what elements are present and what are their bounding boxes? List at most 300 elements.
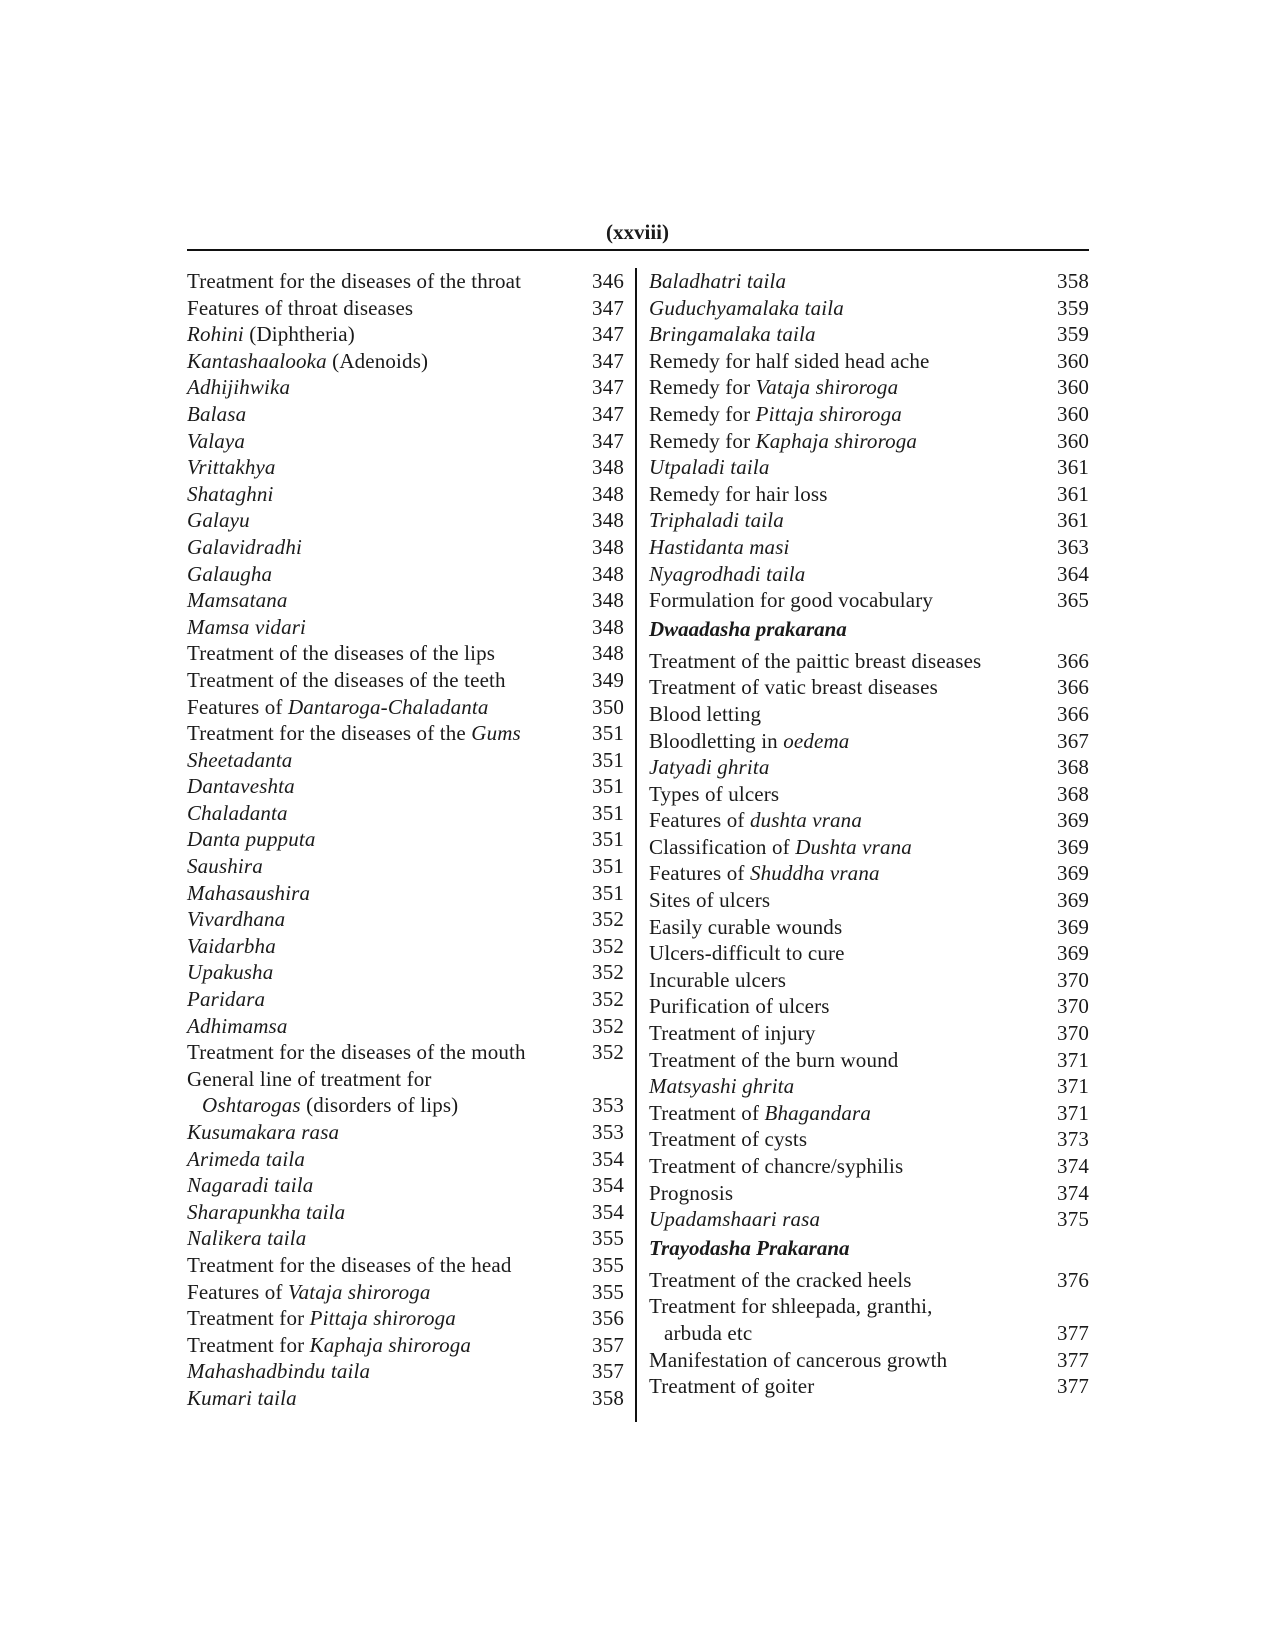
toc-entry	[187, 587, 624, 614]
entry-title	[187, 1146, 305, 1173]
entry-title	[187, 1252, 512, 1279]
entry-title	[649, 1373, 814, 1400]
entry-title	[649, 887, 770, 914]
toc-entry	[649, 860, 1089, 887]
entry-page-number: 360	[1057, 428, 1089, 453]
entry-page-number: 351	[592, 721, 624, 746]
toc-entry	[187, 348, 624, 375]
entry-title-text: Treatment for	[187, 1332, 310, 1357]
entry-title	[187, 321, 355, 348]
entry-title	[649, 587, 933, 614]
entry-title-text: Remedy for	[649, 375, 756, 400]
entry-page-number: 375	[1057, 1207, 1089, 1232]
entry-title-italic: Bhagandara	[764, 1100, 871, 1125]
entry-title	[187, 454, 276, 481]
entry-title-italic: Mahashadbindu taila	[187, 1359, 371, 1384]
entry-title-italic: Guduchyamalaka taila	[649, 295, 844, 320]
entry-title-italic: Jatyadi ghrita	[649, 755, 770, 780]
entry-page-number: 355	[592, 1252, 624, 1277]
toc-entry	[187, 1039, 624, 1066]
toc-entry	[187, 773, 624, 800]
entry-title	[649, 295, 844, 322]
entry-title	[649, 268, 786, 295]
entry-title-italic: Mamsa vidari	[187, 614, 307, 639]
toc-entry	[187, 1119, 624, 1146]
entry-page-number: 358	[592, 1385, 624, 1410]
toc-entry	[649, 807, 1089, 834]
entry-title	[187, 1279, 431, 1306]
entry-title-text: Treatment of cysts	[649, 1127, 808, 1152]
toc-entry	[187, 933, 624, 960]
page-number: (xxviii)	[606, 220, 669, 244]
entry-title-text: Treatment of chancre/syphilis	[649, 1154, 904, 1178]
entry-title	[187, 1358, 370, 1385]
entry-title	[187, 401, 246, 428]
entry-title-text: Treatment for the diseases of the throat	[187, 269, 522, 293]
entry-title	[649, 1267, 912, 1294]
entry-title-text: Prognosis	[649, 1180, 734, 1205]
entry-title-text: Classification of	[649, 834, 796, 859]
toc-entry	[649, 1100, 1089, 1127]
entry-title	[187, 1385, 297, 1412]
entry-page-number: 348	[592, 508, 624, 533]
toc-entry	[649, 1153, 1089, 1180]
toc-entry	[649, 967, 1089, 994]
entry-page-number: 359	[1057, 322, 1089, 347]
entry-title-italic: Baladhatri taila	[649, 269, 787, 293]
entry-title-text: Remedy for half sided head ache	[649, 348, 930, 373]
entry-title	[649, 454, 770, 481]
toc-entry	[649, 1020, 1089, 1047]
toc-right-column	[649, 268, 1089, 1400]
entry-title	[649, 374, 898, 401]
entry-title-text: Remedy for	[649, 428, 756, 453]
toc-entry	[649, 1347, 1089, 1374]
entry-title	[187, 348, 428, 375]
entry-title-italic: Upadamshaari rasa	[649, 1207, 821, 1232]
entry-title-text: (Adenoids)	[326, 348, 429, 373]
entry-title-italic: Galaugha	[187, 561, 273, 586]
entry-title-italic: Gums	[471, 721, 521, 746]
toc-entry	[187, 454, 624, 481]
toc-entry	[187, 295, 624, 322]
entry-page-number: 358	[1057, 269, 1089, 293]
column-divider	[635, 268, 637, 1422]
entry-title-text: Ulcers-difficult to cure	[649, 941, 845, 966]
entry-title	[187, 640, 495, 667]
entry-page-number: 354	[592, 1146, 624, 1171]
toc-entry	[649, 481, 1089, 508]
entry-title-italic: Galayu	[187, 508, 250, 533]
entry-title-text: Sites of ulcers	[649, 888, 771, 913]
entry-title	[187, 933, 276, 960]
entry-title	[187, 1305, 456, 1332]
entry-title-italic: dushta vrana	[749, 808, 862, 833]
toc-entry	[187, 1332, 624, 1359]
entry-title-italic: Saushira	[187, 854, 263, 879]
entry-title-italic: Shuddha vrana	[749, 861, 880, 886]
entry-title-italic: Vataja shiroroga	[755, 375, 899, 400]
entry-page-number: 348	[592, 588, 624, 613]
entry-title-text: Treatment for the diseases of the	[187, 721, 472, 746]
entry-title-text: Treatment of the diseases of the lips	[187, 641, 496, 666]
toc-entry	[649, 1293, 1089, 1346]
entry-title-italic: Pittaja shiroroga	[309, 1306, 456, 1331]
entry-title-text: Types of ulcers	[649, 781, 780, 806]
entry-title	[649, 428, 917, 455]
entry-page-number: 369	[1057, 914, 1089, 939]
entry-page-number: 361	[1057, 481, 1089, 506]
entry-title-italic: Mamsatana	[187, 588, 288, 613]
entry-page-number: 348	[592, 534, 624, 559]
toc-entry	[187, 321, 624, 348]
entry-title-text: Remedy for hair loss	[649, 481, 828, 506]
entry-title	[649, 348, 929, 375]
entry-page-number: 377	[1057, 1347, 1089, 1372]
toc-entry	[649, 561, 1089, 588]
toc-entry	[187, 959, 624, 986]
toc-entry	[187, 694, 624, 721]
toc-entry	[649, 534, 1089, 561]
entry-page-number: 369	[1057, 861, 1089, 886]
entry-title-text: Manifestation of cancerous growth	[649, 1347, 948, 1372]
entry-page-number: 355	[592, 1226, 624, 1251]
entry-page-number: 359	[1057, 295, 1089, 320]
entry-title-text: Treatment of vatic breast diseases	[649, 675, 938, 700]
entry-page-number: 366	[1057, 648, 1089, 673]
entry-page-number: 352	[592, 907, 624, 932]
entry-page-number: 351	[592, 774, 624, 799]
entry-title-text: Purification of ulcers	[649, 994, 830, 1019]
toc-entry	[649, 348, 1089, 375]
entry-title	[187, 587, 288, 614]
toc-entry	[649, 1267, 1089, 1294]
toc-entry	[649, 428, 1089, 455]
entry-title	[649, 674, 938, 701]
entry-page-number: 373	[1057, 1127, 1089, 1152]
toc-entry	[187, 534, 624, 561]
entry-title	[649, 1020, 816, 1047]
toc-entry	[187, 1013, 624, 1040]
entry-title-text: Treatment of the cracked heels	[649, 1267, 912, 1292]
entry-title-text: Remedy for	[649, 401, 756, 426]
toc-entry	[187, 1172, 624, 1199]
entry-title	[187, 694, 489, 721]
entry-title	[187, 1013, 288, 1040]
toc-entry	[649, 887, 1089, 914]
entry-title-italic: Paridara	[187, 987, 266, 1012]
entry-title-italic: Mahasaushira	[187, 880, 311, 905]
toc-entry	[649, 1047, 1089, 1074]
entry-page-number: 356	[592, 1306, 624, 1331]
entry-title-text: arbuda etc	[664, 1320, 753, 1345]
entry-page-number: 347	[592, 322, 624, 347]
entry-title-italic: Valaya	[187, 428, 246, 453]
entry-title	[649, 1126, 807, 1153]
entry-title-italic: Chaladanta	[187, 800, 288, 825]
entry-title-italic: Kusumakara rasa	[187, 1120, 340, 1144]
entry-title	[649, 1047, 898, 1074]
entry-page-number: 368	[1057, 781, 1089, 806]
entry-title	[649, 321, 816, 348]
entry-page-number: 376	[1057, 1267, 1089, 1292]
entry-title-italic: Danta pupputa	[187, 827, 316, 852]
section-heading: Trayodasha Prakarana	[649, 1235, 850, 1260]
entry-page-number: 347	[592, 375, 624, 400]
entry-page-number: 369	[1057, 808, 1089, 833]
entry-page-number: 351	[592, 854, 624, 879]
entry-title-italic: Matsyashi ghrita	[649, 1074, 795, 1099]
entry-title-text: Treatment for the diseases of the head	[187, 1252, 512, 1277]
entry-title	[649, 401, 902, 428]
entry-title	[187, 295, 413, 322]
toc-entry	[649, 754, 1089, 781]
entry-title	[649, 507, 784, 534]
entry-page-number: 352	[592, 960, 624, 985]
toc-entry	[649, 1373, 1089, 1400]
entry-page-number: 365	[1057, 588, 1089, 613]
entry-title-text: Features of	[187, 694, 288, 719]
entry-page-number: 347	[592, 428, 624, 453]
entry-title	[649, 807, 862, 834]
entry-title-italic: Adhimamsa	[187, 1013, 288, 1038]
entry-title	[187, 534, 302, 561]
entry-title	[649, 1073, 794, 1100]
entry-title	[187, 481, 274, 508]
entry-page-number: 366	[1057, 675, 1089, 700]
entry-title-line	[649, 1293, 933, 1320]
toc-entry	[649, 1126, 1089, 1153]
toc-entry	[649, 701, 1089, 728]
entry-title-italic: Dantaroga-Chaladanta	[287, 694, 489, 719]
entry-title-italic: Galavidradhi	[187, 534, 302, 559]
entry-title-text: Easily curable wounds	[649, 914, 843, 939]
toc-entry	[187, 481, 624, 508]
entry-title-italic: Adhijihwika	[187, 375, 291, 400]
entry-title	[649, 728, 849, 755]
entry-title	[187, 773, 295, 800]
entry-page-number: 352	[592, 987, 624, 1012]
entry-title	[649, 1206, 820, 1233]
entry-title	[649, 914, 842, 941]
toc-entry	[649, 1206, 1089, 1233]
entry-page-number: 350	[592, 694, 624, 719]
entry-title-italic: Kantashaalooka	[187, 348, 327, 373]
toc-entry	[187, 640, 624, 667]
entry-title	[187, 1119, 339, 1146]
entry-page-number: 348	[592, 561, 624, 586]
toc-entry	[187, 401, 624, 428]
entry-title-italic: Kaphaja shiroroga	[755, 428, 918, 453]
toc-entry	[187, 268, 624, 295]
entry-title	[187, 906, 285, 933]
entry-title-continuation	[187, 1092, 458, 1119]
toc-entry	[649, 648, 1089, 675]
toc-entry	[187, 428, 624, 455]
entry-page-number: 374	[1057, 1180, 1089, 1205]
entry-title	[187, 268, 521, 295]
toc-entry	[187, 986, 624, 1013]
entry-title-line	[187, 1066, 458, 1093]
entry-title-text: Treatment of the burn wound	[649, 1047, 899, 1072]
entry-page-number: 368	[1057, 755, 1089, 780]
entry-title-italic: Hastidanta masi	[649, 534, 790, 559]
entry-page-number: 369	[1057, 834, 1089, 859]
toc-entry	[649, 781, 1089, 808]
entry-title-italic: Kumari taila	[187, 1385, 297, 1410]
entry-title	[187, 1199, 345, 1226]
entry-page-number: 351	[592, 747, 624, 772]
entry-page-number: 363	[1057, 534, 1089, 559]
entry-title-italic: Dushta vrana	[795, 834, 912, 859]
entry-title-italic: Vrittakhya	[187, 455, 276, 480]
entry-page-number: 347	[592, 401, 624, 426]
entry-page-number: 364	[1057, 561, 1089, 586]
toc-entry	[187, 720, 624, 747]
entry-title	[187, 1225, 306, 1252]
toc-entry	[187, 1358, 624, 1385]
entry-page-number: 377	[1057, 1374, 1089, 1399]
toc-entry	[187, 853, 624, 880]
toc-entry	[649, 1073, 1089, 1100]
toc-entry	[649, 1180, 1089, 1207]
entry-title	[187, 561, 272, 588]
entry-page-number: 348	[592, 481, 624, 506]
entry-title-italic: Upakusha	[187, 960, 274, 985]
entry-page-number: 355	[592, 1279, 624, 1304]
entry-title	[649, 534, 790, 561]
entry-title-italic: oedema	[783, 728, 850, 753]
entry-title	[649, 561, 805, 588]
entry-title-italic: Dantaveshta	[187, 774, 295, 799]
entry-title-text: Treatment of the paittic breast diseases	[649, 648, 982, 673]
entry-page-number: 377	[1057, 1320, 1089, 1345]
entry-title-continuation	[649, 1320, 933, 1347]
entry-title-italic: Balasa	[187, 401, 247, 426]
entry-title	[649, 1180, 733, 1207]
section-heading: Dwaadasha prakarana	[649, 616, 847, 641]
toc-entry	[649, 374, 1089, 401]
entry-page-number: 351	[592, 800, 624, 825]
entry-title-italic: Bringamalaka taila	[649, 322, 816, 347]
entry-title	[649, 967, 786, 994]
entry-title	[649, 1153, 903, 1180]
entry-page-number: 351	[592, 880, 624, 905]
entry-page-number: 371	[1057, 1047, 1089, 1072]
toc-entry	[649, 321, 1089, 348]
entry-page-number: 354	[592, 1173, 624, 1198]
entry-title-text: (Diphtheria)	[243, 322, 355, 347]
entry-title	[649, 1347, 947, 1374]
entry-page-number: 361	[1057, 455, 1089, 480]
entry-page-number: 370	[1057, 994, 1089, 1019]
entry-title-italic: Nyagrodhadi taila	[649, 561, 806, 586]
toc-entry	[187, 374, 624, 401]
entry-title-italic: Utpaladi taila	[649, 455, 770, 480]
entry-page-number: 353	[592, 1093, 624, 1118]
entry-title	[187, 1172, 313, 1199]
toc-entry	[649, 295, 1089, 322]
toc-entry	[187, 906, 624, 933]
entry-title-text: Treatment of goiter	[649, 1374, 815, 1399]
entry-page-number: 348	[592, 455, 624, 480]
toc-entry	[649, 268, 1089, 295]
entry-title	[649, 781, 779, 808]
entry-title-italic: Rohini	[187, 322, 244, 347]
toc-entry	[187, 800, 624, 827]
toc-entry	[187, 1199, 624, 1226]
entry-title-italic: Nagaradi taila	[187, 1173, 314, 1198]
entry-title-text: Features of	[187, 1279, 288, 1304]
toc-entry	[187, 1385, 624, 1412]
entry-title	[649, 993, 830, 1020]
entry-page-number: 357	[592, 1332, 624, 1357]
toc-entry	[649, 914, 1089, 941]
entry-title	[187, 667, 506, 694]
toc-entry	[649, 587, 1089, 614]
entry-title	[649, 481, 828, 508]
entry-page-number: 360	[1057, 348, 1089, 373]
entry-title	[187, 959, 273, 986]
entry-title	[187, 1066, 458, 1119]
toc-entry	[187, 826, 624, 853]
entry-page-number: 348	[592, 641, 624, 666]
entry-title-text: Incurable ulcers	[649, 967, 787, 992]
entry-title	[649, 834, 912, 861]
entry-title-italic: Vivardhana	[187, 907, 286, 932]
entry-title-italic: Oshtarogas	[202, 1093, 301, 1118]
entry-title-italic: Sheetadanta	[187, 747, 293, 772]
toc-entry	[649, 940, 1089, 967]
entry-title	[187, 1039, 526, 1066]
entry-page-number: 352	[592, 1013, 624, 1038]
toc-entry	[649, 993, 1089, 1020]
entry-title	[187, 800, 288, 827]
toc-entry	[187, 1066, 624, 1119]
entry-title-text: General line of treatment for	[187, 1066, 432, 1091]
entry-title	[649, 1100, 871, 1127]
toc-entry	[187, 507, 624, 534]
entry-page-number: 347	[592, 348, 624, 373]
entry-title	[649, 648, 981, 675]
entry-title-italic: Shataghni	[187, 481, 274, 506]
header-rule	[187, 249, 1089, 251]
entry-title-italic: Sharapunkha taila	[187, 1199, 346, 1224]
entry-title	[187, 747, 292, 774]
entry-title-italic: Pittaja shiroroga	[755, 401, 902, 426]
toc-entry	[187, 747, 624, 774]
entry-title-text: (disorders of lips)	[300, 1093, 459, 1118]
toc-entry	[187, 667, 624, 694]
toc-entry	[187, 880, 624, 907]
entry-title-text: Formulation for good vocabulary	[649, 588, 934, 613]
entry-page-number: 346	[592, 269, 624, 293]
toc-left-column	[187, 268, 624, 1412]
entry-page-number: 357	[592, 1359, 624, 1384]
toc-entry	[187, 1305, 624, 1332]
entry-title	[187, 507, 250, 534]
entry-title	[649, 860, 880, 887]
entry-page-number: 351	[592, 827, 624, 852]
entry-title-text: Features of	[649, 808, 750, 833]
entry-page-number: 360	[1057, 375, 1089, 400]
entry-title-text: Treatment of	[649, 1100, 765, 1125]
entry-title	[187, 374, 290, 401]
entry-page-number: 370	[1057, 967, 1089, 992]
entry-page-number: 366	[1057, 701, 1089, 726]
entry-title	[187, 614, 306, 641]
entry-title-italic: Vaidarbha	[187, 933, 276, 958]
